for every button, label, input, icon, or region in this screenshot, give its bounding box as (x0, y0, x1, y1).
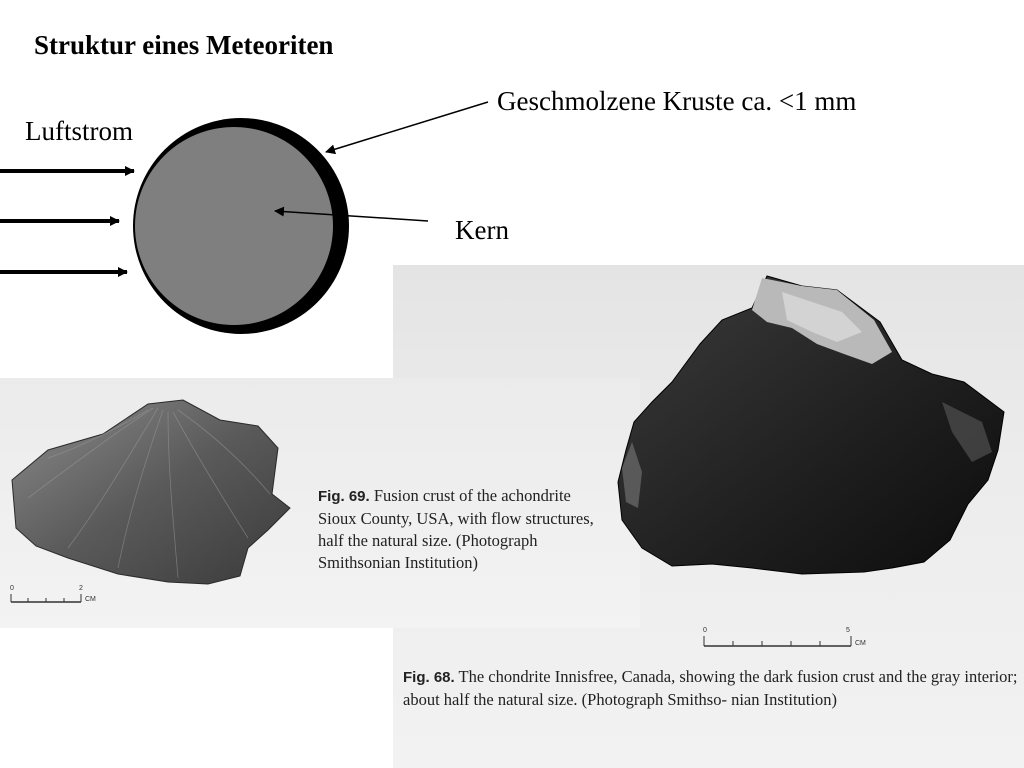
fig68-scale-start: 0 (703, 627, 707, 634)
fig68-scale-end: 5 (846, 627, 850, 634)
fig69-scale-end: 2 (79, 585, 83, 592)
crust-label: Geschmolzene Kruste ca. <1 mm (497, 86, 857, 116)
fig68-caption (403, 666, 1018, 711)
sioux-county-meteorite-photo (8, 398, 298, 588)
fig68-scale-bar (703, 634, 853, 648)
fig68-scale-unit: CM (855, 640, 866, 647)
fig68-label: Fig. 68. (403, 669, 455, 686)
meteorite-core (135, 127, 333, 325)
fig69-caption (318, 485, 608, 574)
page-title: Struktur eines Meteoriten (34, 30, 334, 60)
crust-pointer (326, 102, 488, 152)
airflow-label: Luftstrom (25, 116, 133, 146)
core-label: Kern (455, 215, 509, 245)
fig69-scale-unit: CM (85, 596, 96, 603)
meteorite-structure-diagram (0, 0, 560, 345)
fig69-caption-text: Fusion crust of the achondrite Sioux County, USA, with flow structures, half the natural size. (Photograph Smithsonian Institution) (318, 486, 594, 572)
fig68-caption-text: The chondrite Innisfree, Canada, showing the dark fusion crust and the gray interior; about half the natural size. (Photograph Smithso- nian Institution) (403, 667, 1018, 709)
fig69-label: Fig. 69. (318, 488, 370, 505)
fig69-scale-start: 0 (10, 585, 14, 592)
innisfree-chondrite-photo (612, 272, 1012, 602)
fig69-scale-bar (10, 592, 85, 604)
